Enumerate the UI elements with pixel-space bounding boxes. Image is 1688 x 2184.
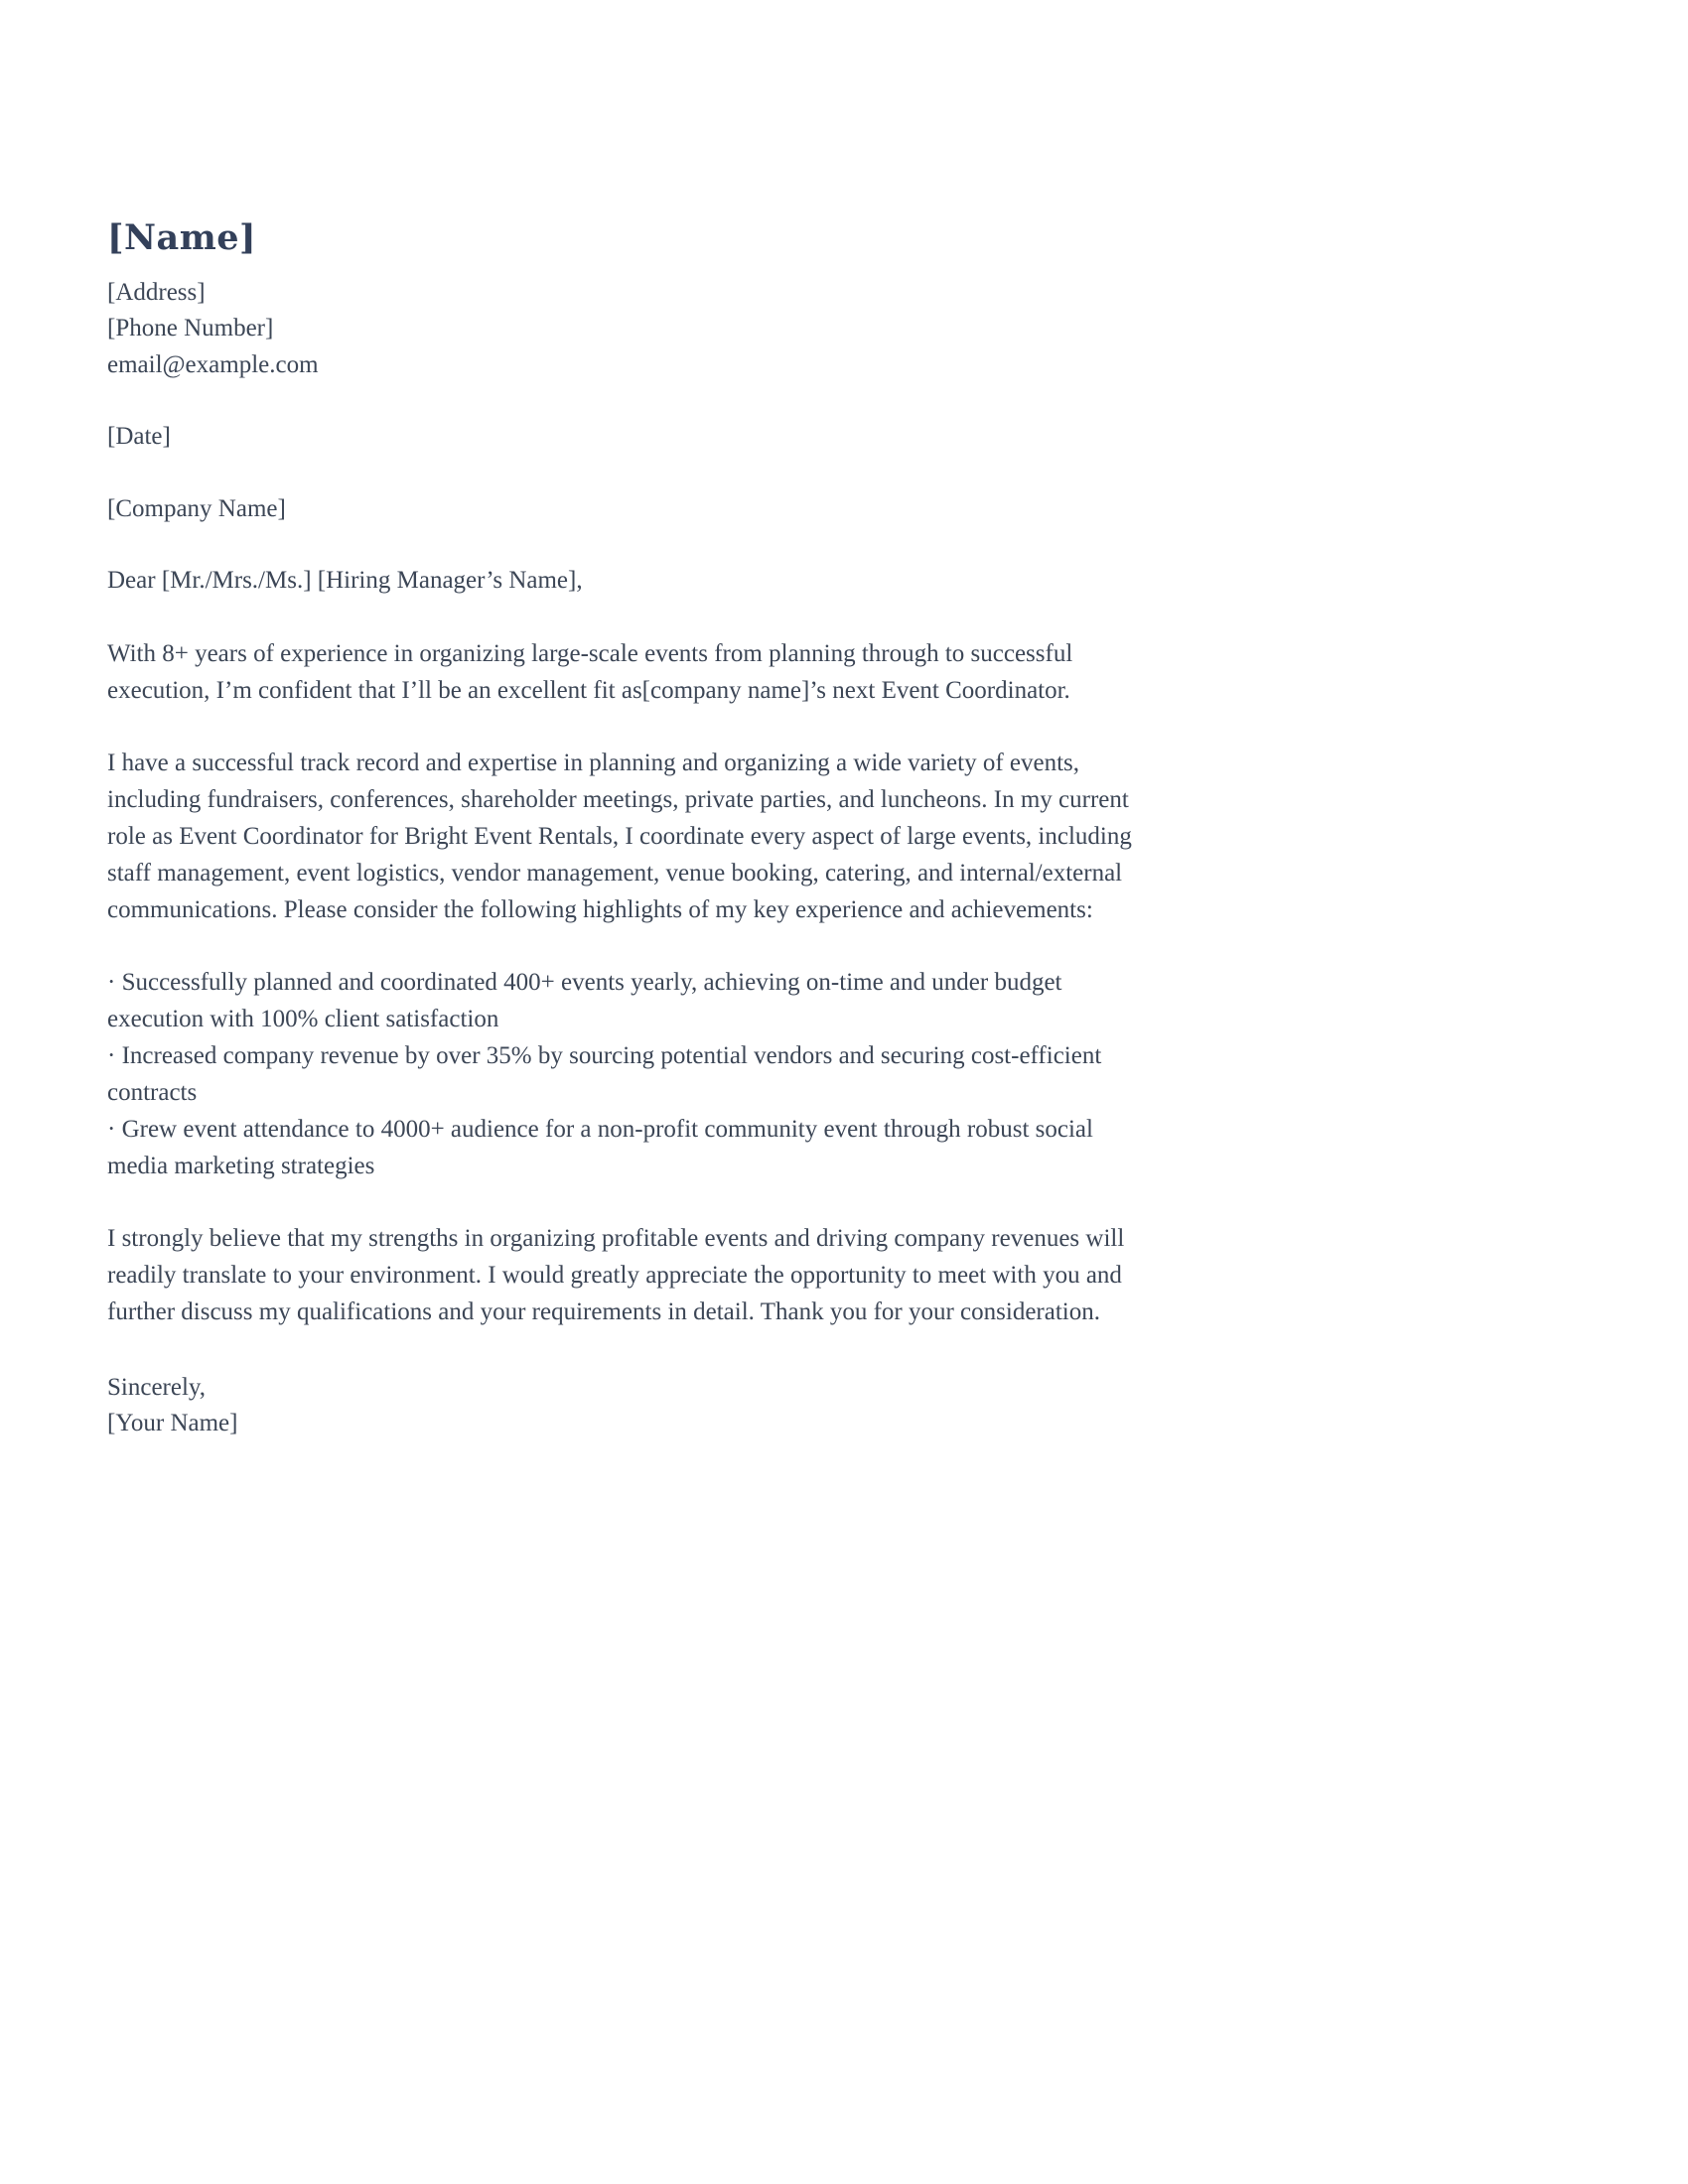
sender-header (107, 217, 1156, 383)
list-item-text: Grew event attendance to 4000+ audience for a non-profit community event through robust social media marketing strategies (107, 1115, 1093, 1179)
list-item-text: Successfully planned and coordinated 400+ events yearly, achieving on-time and under budget execution with 100% client satisfaction (107, 968, 1062, 1032)
letter-body (107, 217, 1156, 1442)
bullet-marker: · (107, 1041, 116, 1069)
achievements-list (107, 964, 1156, 1184)
bullet-marker: · (107, 1115, 116, 1143)
spacer (107, 1184, 1156, 1220)
list-item (107, 1111, 1156, 1184)
list-item (107, 964, 1156, 1037)
recipient-company: [Company Name] (107, 494, 286, 522)
sender-name: [Name] (107, 217, 257, 258)
sender-address: [Address] (107, 278, 206, 306)
list-item (107, 1037, 1156, 1111)
paragraph-experience: I have a successful track record and expertise in planning and organizing a wide variety of events, including fundraisers, conferences, shareholder meetings, private parties, and luncheons. In my current role as Event Coordinator for Bright Event Rentals, I coordinate every aspect of large events, including staff management, event logistics, vendor management, venue booking, catering, and internal/external communications. Please consider the following highlights of my key experience and achievements: (107, 749, 1132, 923)
spacer (107, 600, 1156, 635)
date-line: [Date] (107, 423, 171, 451)
spacer (107, 383, 1156, 419)
closing-salutation: Sincerely, (107, 1373, 207, 1401)
spacer (107, 456, 1156, 491)
bullet-marker: · (107, 968, 116, 996)
salutation: Dear [Mr./Mrs./Ms.] [Hiring Manager’s Name], (107, 567, 583, 595)
spacer (107, 1330, 1156, 1370)
sender-email: email@example.com (107, 350, 319, 378)
signature-name: [Your Name] (107, 1410, 238, 1437)
spacer (107, 527, 1156, 563)
paragraph-intro: With 8+ years of experience in organizing large-scale events from planning through to successful execution, I’m confident that I’ll be an excellent fit as[company name]’s next Event Coordinator. (107, 639, 1073, 704)
paragraph-conclusion: I strongly believe that my strengths in organizing profitable events and driving company revenues will readily translate to your environment. I would greatly appreciate the opportunity to meet with you and further discuss my qualifications and your requirements in detail. Thank you for your consideration. (107, 1224, 1125, 1325)
spacer (107, 709, 1156, 745)
signoff-block (107, 1370, 1156, 1442)
list-item-text: Increased company revenue by over 35% by sourcing potential vendors and securing cost-efficient contracts (107, 1041, 1102, 1106)
spacer (107, 928, 1156, 964)
sender-phone: [Phone Number] (107, 315, 274, 342)
